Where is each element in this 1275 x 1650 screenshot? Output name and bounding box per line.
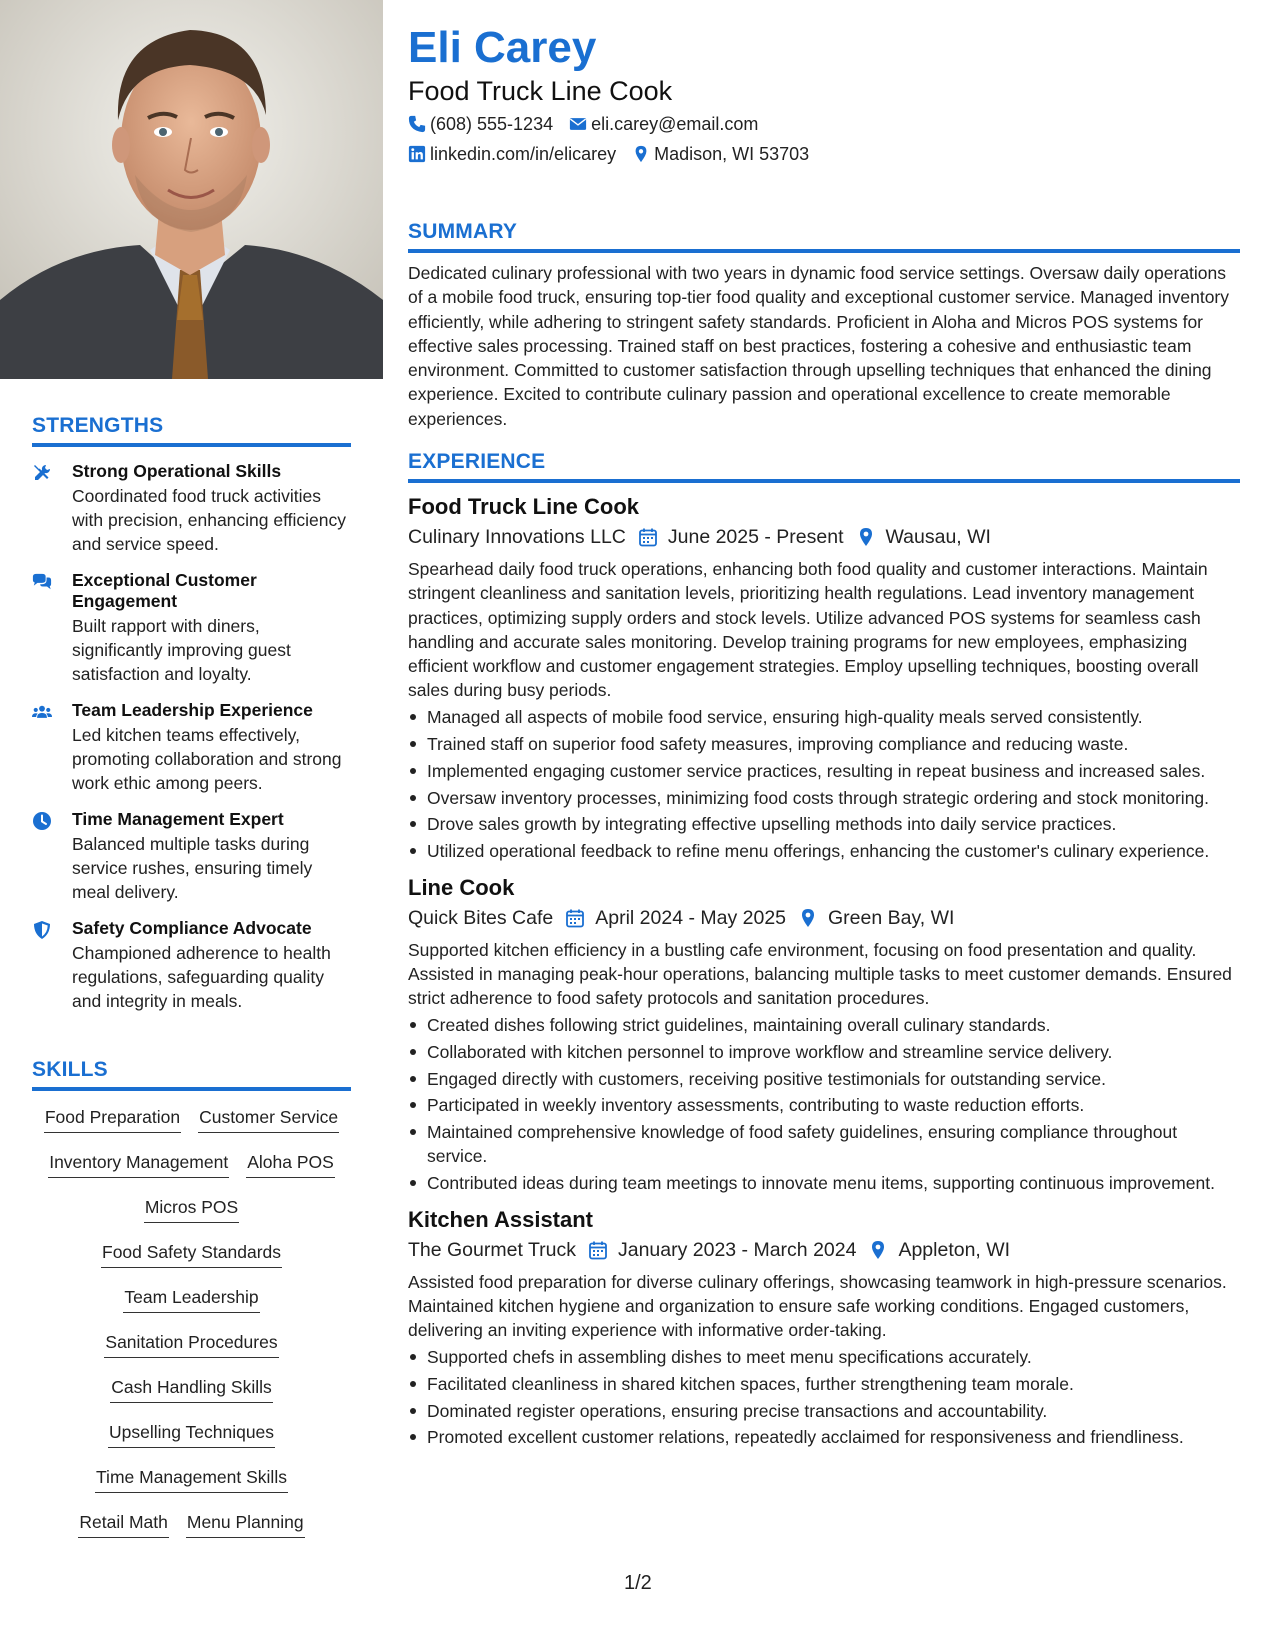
- job-company: The Gourmet Truck: [408, 1238, 576, 1261]
- map-pin-icon: [856, 527, 876, 547]
- job-location: Green Bay, WI: [828, 906, 955, 929]
- job-description: Supported kitchen efficiency in a bustling cafe environment, focusing on food presentation and quality. Assisted in managing peak-hour operations, balancing multiple tasks to meet customer demands. Ensured strict adherence to food safety protocols and sanitation procedures.: [408, 939, 1232, 1009]
- summary-heading: SUMMARY: [408, 220, 518, 243]
- job-dates: April 2024 - May 2025: [595, 906, 787, 929]
- strength-item: [32, 809, 351, 904]
- list-item: Dominated register operations, ensuring precise transactions and accountability.: [408, 1399, 1240, 1423]
- phone-text: (608) 555-1234: [430, 114, 554, 134]
- job-title: Kitchen Assistant: [408, 1206, 594, 1232]
- job-entry: [408, 493, 1240, 864]
- skill-chip: Upselling Techniques: [108, 1420, 275, 1448]
- job-title: Food Truck Line Cook: [408, 494, 640, 519]
- list-item: Utilized operational feedback to refine menu offerings, enhancing the customer's culinary experience.: [408, 839, 1240, 863]
- calendar-icon: [588, 1240, 608, 1260]
- location-text: Madison, WI 53703: [654, 144, 810, 164]
- map-pin-icon: [798, 908, 818, 928]
- job-entry: [408, 874, 1240, 1196]
- list-item: Oversaw inventory processes, minimizing food costs through strategic ordering and stock monitoring.: [408, 786, 1240, 810]
- skill-row: [32, 1150, 351, 1195]
- strength-item: [32, 700, 351, 795]
- strength-title: Time Management Expert: [72, 809, 284, 829]
- skill-chip: Sanitation Procedures: [104, 1330, 278, 1358]
- map-pin-icon: [632, 145, 650, 163]
- list-item: Engaged directly with customers, receiving positive testimonials for outstanding service.: [408, 1067, 1240, 1091]
- tools-icon: [32, 461, 72, 556]
- job-bullets: [408, 705, 1240, 863]
- list-item: Created dishes following strict guidelines, maintaining overall culinary standards.: [408, 1013, 1240, 1037]
- strength-title: Team Leadership Experience: [72, 700, 313, 720]
- shield-icon: [32, 918, 72, 1013]
- contact-phone[interactable]: [408, 112, 553, 136]
- skill-row: [32, 1465, 351, 1510]
- skill-row: [32, 1285, 351, 1330]
- skill-chip: Team Leadership: [123, 1285, 259, 1313]
- strength-item: [32, 461, 351, 556]
- strength-item: [32, 570, 351, 686]
- candidate-role: Food Truck Line Cook: [408, 76, 673, 106]
- skill-chip: Cash Handling Skills: [110, 1375, 273, 1403]
- experience-section: [408, 450, 1240, 1450]
- skill-row: [32, 1195, 351, 1240]
- skill-chip: Aloha POS: [246, 1150, 335, 1178]
- job-title: Line Cook: [408, 874, 515, 900]
- strength-description: Coordinated food truck activities with precision, enhancing efficiency and service speed.: [72, 486, 347, 554]
- left-column: [0, 0, 383, 1650]
- job-location: Appleton, WI: [898, 1238, 1011, 1261]
- list-item: Facilitated cleanliness in shared kitchen spaces, further strengthening team morale.: [408, 1372, 1240, 1396]
- envelope-icon: [569, 115, 587, 133]
- email-text: eli.carey@email.com: [591, 114, 759, 134]
- job-description: Assisted food preparation for diverse culinary offerings, showcasing teamwork in high-pressure scenarios. Maintained kitchen hygiene and organization to ensure safe working conditions. Engaged customers, delivering an inviting experience with informative order-taking.: [408, 1271, 1227, 1341]
- skill-chip: Retail Math: [78, 1510, 169, 1538]
- calendar-icon: [565, 908, 585, 928]
- contact-row-2: [408, 142, 809, 166]
- job-location: Wausau, WI: [885, 526, 991, 548]
- linkedin-text: linkedin.com/in/elicarey: [430, 144, 617, 164]
- contact-linkedin[interactable]: [408, 142, 616, 166]
- phone-icon: [408, 115, 426, 133]
- list-item: Promoted excellent customer relations, repeatedly acclaimed for responsiveness and friendliness.: [408, 1425, 1240, 1449]
- skill-row: [32, 1420, 351, 1465]
- strength-title: Safety Compliance Advocate: [72, 918, 312, 938]
- strengths-section: [32, 414, 351, 1013]
- job-meta: [408, 523, 1240, 551]
- profile-photo: [0, 0, 383, 379]
- skill-chip: Micros POS: [144, 1195, 239, 1223]
- clock-icon: [32, 809, 72, 904]
- strength-item: [32, 918, 351, 1013]
- summary-text: Dedicated culinary professional with two years in dynamic food service settings. Oversaw daily operations of a mobile food truck, ensuring top-tier food quality and exceptional customer service. Managed inventory efficiently, while adhering to stringent safety standards. Proficient in Aloha and Micros POS systems for effective sales processing. Trained staff on best practices, fostering a cohesive and enthusiastic team environment. Committed to customer satisfaction through upselling techniques that enhanced the dining experience. Excited to contribute culinary passion and operational excellence to create memorable experiences.: [408, 263, 1230, 429]
- skill-row: [32, 1240, 351, 1285]
- map-pin-icon: [868, 1240, 888, 1260]
- list-item: Drove sales growth by integrating effective upselling methods into daily service practices.: [408, 812, 1240, 836]
- strength-description: Led kitchen teams effectively, promoting collaboration and strong work ethic among peers.: [72, 725, 342, 793]
- skill-chip: Food Preparation: [44, 1105, 181, 1133]
- skill-chip: Food Safety Standards: [101, 1240, 282, 1268]
- skills-divider: [32, 1087, 351, 1091]
- experience-divider: [408, 479, 1240, 483]
- skill-row: [32, 1105, 351, 1150]
- skill-chip: Time Management Skills: [95, 1465, 288, 1493]
- job-company: Culinary Innovations LLC: [408, 526, 626, 548]
- list-item: Supported chefs in assembling dishes to meet menu specifications accurately.: [408, 1345, 1240, 1369]
- strength-description: Built rapport with diners, significantly improving guest satisfaction and loyalty.: [72, 616, 291, 684]
- job-description: Spearhead daily food truck operations, enhancing both food quality and customer interactions. Maintain stringent cleanliness and sanitation levels, prioritizing health regulations. Lead inventory management practices, optimizing supply orders and stock levels. Utilize advanced POS systems for seamless cash handling and accurate sales monitoring. Develop training programs for new employees, emphasizing efficient workflow and customer engagement strategies. Employ upselling techniques, boosting overall sales during busy periods.: [408, 559, 1208, 701]
- list-item: Contributed ideas during team meetings to innovate menu items, supporting continuous improvement.: [408, 1171, 1240, 1195]
- skill-row: [32, 1330, 351, 1375]
- job-bullets: [408, 1013, 1240, 1196]
- job-entry: [408, 1206, 1240, 1450]
- skills-list: [32, 1105, 351, 1555]
- skill-chip: Menu Planning: [186, 1510, 305, 1538]
- job-meta: [408, 1236, 1240, 1264]
- job-company: Quick Bites Cafe: [408, 906, 554, 929]
- strength-title: Exceptional Customer Engagement: [72, 570, 257, 611]
- contact-row-1: [408, 112, 758, 136]
- chat-bubbles-icon: [32, 570, 72, 686]
- contact-location: [632, 142, 809, 166]
- skills-section: [32, 1058, 351, 1555]
- strength-description: Championed adherence to health regulations, safeguarding quality and integrity in meals.: [72, 943, 331, 1011]
- list-item: Trained staff on superior food safety measures, improving compliance and reducing waste.: [408, 732, 1240, 756]
- calendar-icon: [638, 527, 658, 547]
- skills-heading: SKILLS: [32, 1058, 108, 1081]
- skill-row: [32, 1510, 351, 1555]
- job-dates: June 2025 - Present: [667, 526, 844, 548]
- job-bullets: [408, 1345, 1240, 1450]
- strength-description: Balanced multiple tasks during service rushes, ensuring timely meal delivery.: [72, 834, 313, 902]
- list-item: Participated in weekly inventory assessments, contributing to waste reduction efforts.: [408, 1093, 1240, 1117]
- strength-title: Strong Operational Skills: [72, 461, 282, 481]
- list-item: Implemented engaging customer service practices, resulting in repeat business and increased sales.: [408, 759, 1240, 783]
- strengths-heading: STRENGTHS: [32, 414, 164, 437]
- users-icon: [32, 700, 72, 795]
- job-meta: [408, 904, 1240, 932]
- skill-chip: Customer Service: [198, 1105, 339, 1133]
- list-item: Collaborated with kitchen personnel to improve workflow and streamline service delivery.: [408, 1040, 1240, 1064]
- list-item: Managed all aspects of mobile food service, ensuring high-quality meals served consistently.: [408, 705, 1240, 729]
- experience-heading: EXPERIENCE: [408, 450, 546, 473]
- list-item: Maintained comprehensive knowledge of food safety guidelines, ensuring compliance throughout service.: [408, 1120, 1240, 1169]
- linkedin-icon: [408, 145, 426, 163]
- strengths-divider: [32, 443, 351, 447]
- job-dates: January 2023 - March 2024: [617, 1238, 857, 1261]
- page-number: 1/2: [624, 1572, 652, 1594]
- candidate-name: Eli Carey: [408, 23, 597, 72]
- contact-email[interactable]: [569, 112, 758, 136]
- summary-section: [408, 220, 1240, 431]
- summary-divider: [408, 249, 1240, 253]
- skill-chip: Inventory Management: [48, 1150, 229, 1178]
- skill-row: [32, 1375, 351, 1420]
